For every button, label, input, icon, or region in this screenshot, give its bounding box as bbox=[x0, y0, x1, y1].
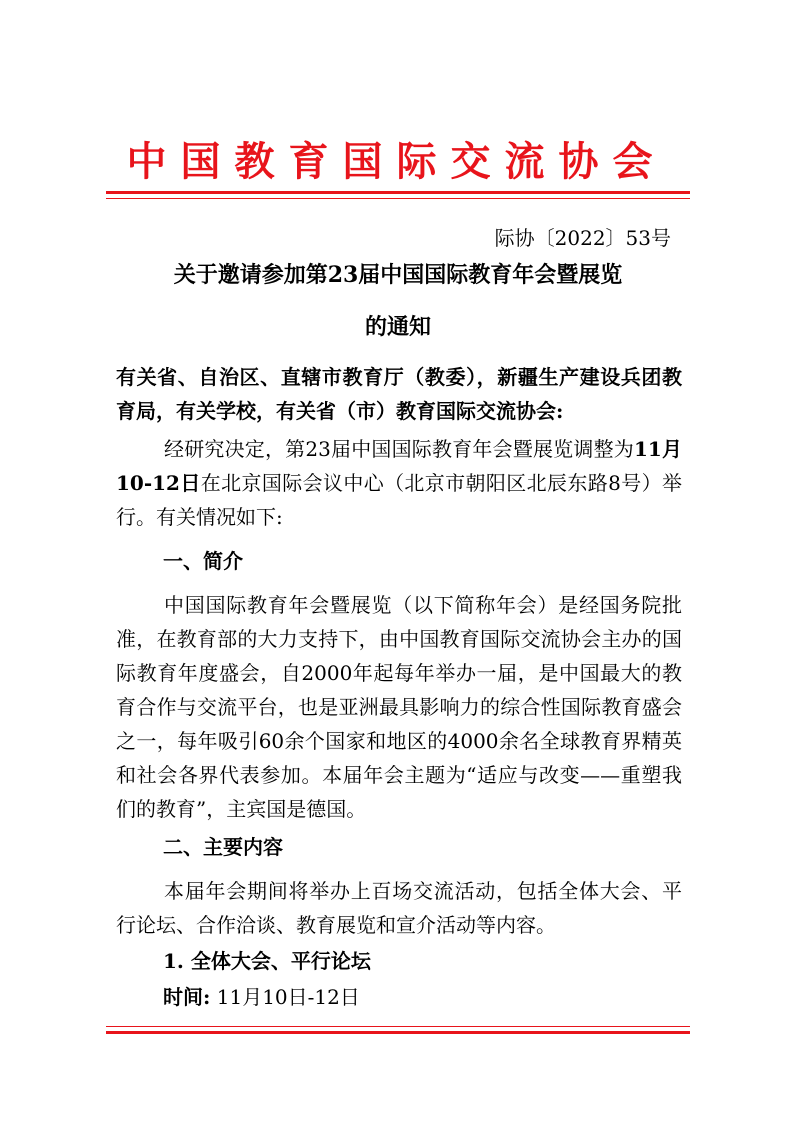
letterhead-rule-thin bbox=[106, 198, 690, 199]
document-number: 际协〔2022〕53号 bbox=[494, 226, 671, 250]
addressee: 有关省、自治区、直辖市教育厅（教委），新疆生产建设兵团教育局，有关学校，有关省（市）教育国际交流协会: bbox=[116, 365, 682, 423]
time-value: 11月10日-12日 bbox=[216, 985, 360, 1009]
letterhead-title: 中国教育国际交流协会 bbox=[126, 139, 667, 185]
subsection-heading: 1. 全体大会、平行论坛 bbox=[163, 949, 371, 973]
intro-date: 11月10-12日 bbox=[116, 437, 682, 495]
footer-rule-thin bbox=[106, 1026, 690, 1027]
footer-rule-thick bbox=[106, 1031, 690, 1034]
document-title-line2: 的通知 bbox=[364, 314, 431, 340]
intro-text-part1: 经研究决定，第23届中国国际教育年会暨展览调整为 bbox=[164, 437, 634, 461]
section-body-intro: 中国国际教育年会暨展览（以下简称年会）是经国务院批准，在教育部的大力支持下，由中国教育国际交流协会主办的国际教育年度盛会，自2000年起每年举办一届，是中国最大的教育合作与交流平台，也是亚洲最具影响力的综合性国际教育盛会之一，每年吸引60余个国家和地区的4000余名全球教育界精英和社会各界代表参加。本届年会主题为“适应与改变——重塑我们的教育”，主宾国是德国。 bbox=[116, 593, 682, 821]
section-body-content: 本届年会期间将举办上百场交流活动，包括全体大会、平行论坛、合作洽谈、教育展览和宣介活动等内容。 bbox=[116, 879, 682, 937]
section-heading-intro: 一、简介 bbox=[163, 549, 243, 573]
section-heading-content: 二、主要内容 bbox=[163, 835, 283, 859]
time-line bbox=[163, 980, 360, 1014]
intro-paragraph bbox=[116, 432, 682, 534]
letterhead-rule-thick bbox=[106, 191, 690, 194]
document-title-line1: 关于邀请参加第23届中国国际教育年会暨展览 bbox=[173, 262, 623, 288]
time-label: 时间: bbox=[163, 985, 211, 1009]
intro-text-part2: 在北京国际会议中心（北京市朝阳区北辰东路8号）举行。有关情况如下: bbox=[116, 471, 682, 529]
